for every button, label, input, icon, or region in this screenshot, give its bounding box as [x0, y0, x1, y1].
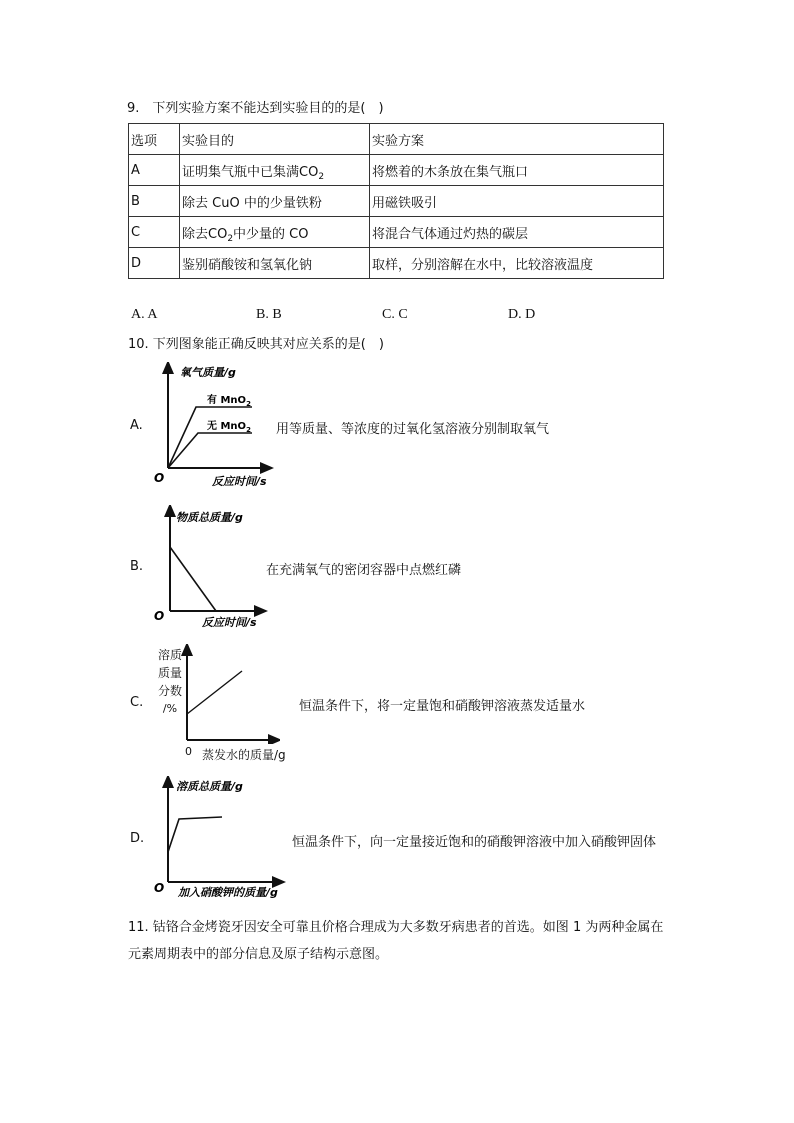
- xlabel: 反应时间/s: [202, 616, 257, 629]
- table-row: [129, 155, 664, 186]
- graph-a: [150, 362, 290, 492]
- q10-b-letter: B.: [130, 559, 144, 574]
- table-header-row: [129, 124, 664, 155]
- origin: O: [154, 609, 165, 623]
- c-origin: 0: [185, 745, 192, 758]
- line-total-mass: [170, 547, 216, 611]
- row-option: B: [129, 186, 180, 217]
- row-plan: 将混合气体通过灼热的碳层: [370, 217, 664, 248]
- graph-c: [180, 644, 280, 744]
- graph-b: [150, 505, 280, 633]
- q10-d-letter: D.: [130, 831, 145, 846]
- xlabel: 加入硝酸钾的质量/g: [178, 886, 278, 899]
- q10-a-letter: A.: [130, 418, 143, 433]
- row-goal: 除去$CO_2$中少量的 CO: [180, 217, 370, 248]
- q10-a-desc: 用等质量、等浓度的过氧化氢溶液分别制取氧气: [276, 422, 550, 437]
- row-goal: 除去 CuO 中的少量铁粉: [180, 186, 370, 217]
- q10-stem: 10. 下列图象能正确反映其对应关系的是( ): [128, 337, 384, 352]
- row-option: C: [129, 217, 180, 248]
- graph-d: [150, 776, 295, 904]
- label-with-mno2: 有 MnO$_2$: [207, 395, 251, 408]
- q10-b-desc: 在充满氧气的密闭容器中点燃红磷: [266, 563, 462, 578]
- row-option: A: [129, 155, 180, 186]
- row-plan: 取样，分别溶解在水中，比较溶液温度: [370, 248, 664, 279]
- q11-line1: 11. 钴铬合金烤瓷牙因安全可靠且价格合理成为大多数牙病患者的首选。如图 1 为两种金属在: [128, 920, 664, 935]
- origin: O: [154, 471, 165, 485]
- line-mass-fraction: [187, 671, 242, 714]
- q9-table: [128, 123, 664, 279]
- header-plan: 实验方案: [370, 124, 664, 155]
- choice-a: A. A: [131, 307, 158, 322]
- choice-d: D. D: [508, 307, 536, 322]
- xlabel: 反应时间/s: [212, 475, 267, 488]
- header-option: 选项: [129, 124, 180, 155]
- table-row: [129, 186, 664, 217]
- q11-line2: 元素周期表中的部分信息及原子结构示意图。: [128, 947, 389, 962]
- row-goal: 证明集气瓶中已集满$CO_2$: [180, 155, 370, 186]
- c-ylabel: 溶质 质量 分数 /%: [157, 648, 182, 715]
- ylabel: 溶质总质量/g: [176, 780, 243, 793]
- row-option: D: [129, 248, 180, 279]
- table-row: [129, 248, 664, 279]
- ylabel: 氧气质量/g: [180, 366, 236, 379]
- row-plan: 用磁铁吸引: [370, 186, 664, 217]
- q10-c-desc: 恒温条件下，将一定量饱和硝酸钾溶液蒸发适量水: [299, 699, 586, 714]
- choice-c: C. C: [382, 307, 408, 322]
- q9-stem: 9. 下列实验方案不能达到实验目的的是( ): [127, 101, 384, 116]
- ylabel: 物质总质量/g: [176, 511, 243, 524]
- c-xlabel: 蒸发水的质量/g: [202, 748, 286, 762]
- line-with-mno2: [168, 407, 252, 468]
- row-goal: 鉴别硝酸铵和氢氧化钠: [180, 248, 370, 279]
- table-row: [129, 217, 664, 248]
- label-without-mno2: 无 MnO$_2$: [207, 421, 251, 434]
- q10-c-letter: C.: [130, 695, 144, 710]
- q10-d-desc: 恒温条件下，向一定量接近饱和的硝酸钾溶液中加入硝酸钾固体: [292, 835, 657, 850]
- line-solute-mass: [168, 817, 222, 852]
- line-without-mno2: [168, 433, 252, 468]
- origin: O: [154, 881, 165, 895]
- choice-b: B. B: [256, 307, 282, 322]
- header-goal: 实验目的: [180, 124, 370, 155]
- row-plan: 将燃着的木条放在集气瓶口: [370, 155, 664, 186]
